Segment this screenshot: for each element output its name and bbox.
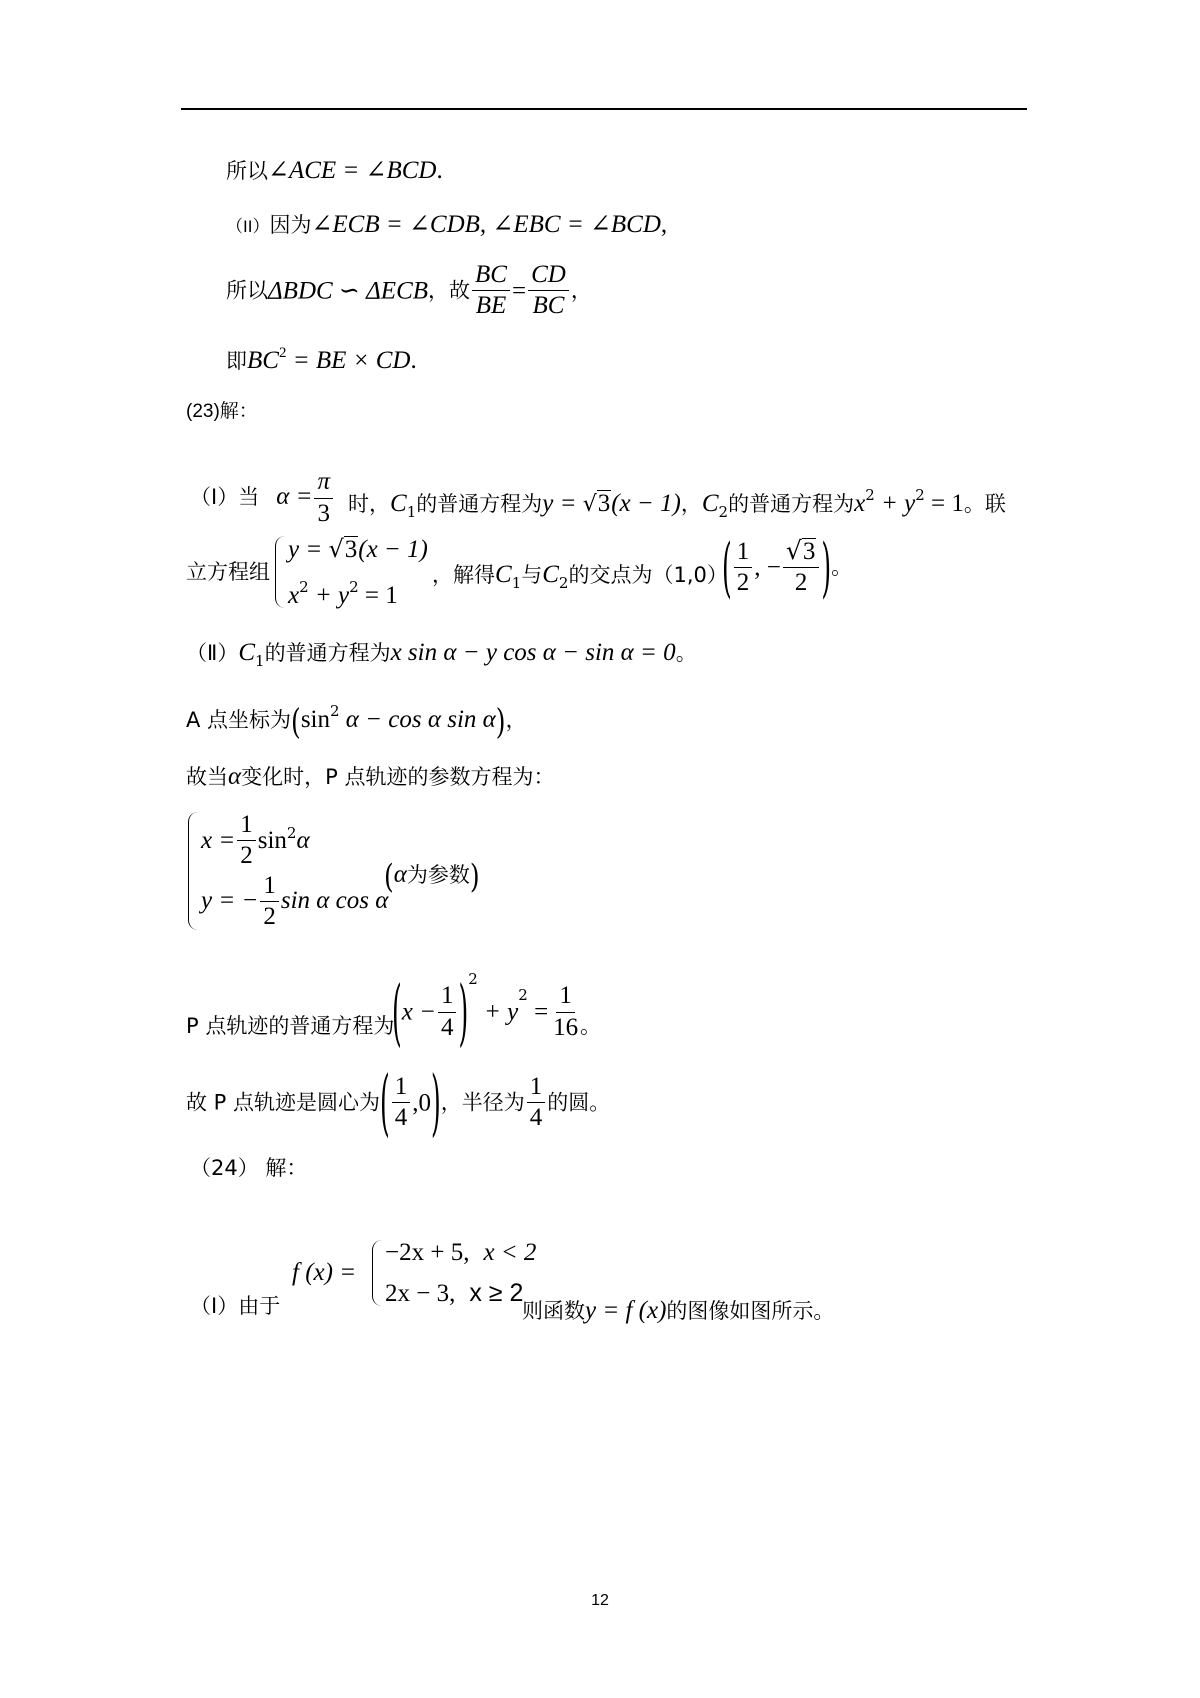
- subscript: 2: [558, 574, 569, 592]
- math-similar-triangles: ΔBDC ∽ ΔECB: [268, 277, 429, 305]
- denominator: 16: [553, 1013, 579, 1041]
- math: C: [701, 490, 719, 517]
- text: 与: [521, 563, 543, 587]
- text: 。: [831, 554, 853, 579]
- text: 的普通方程为: [416, 492, 543, 516]
- superscript: 2: [865, 486, 875, 504]
- numerator: 1: [438, 983, 457, 1012]
- math: BC: [247, 347, 279, 374]
- math: C: [495, 561, 512, 588]
- text: 所以: [226, 159, 268, 183]
- text: 因为: [269, 213, 312, 237]
- denominator: 2: [736, 568, 750, 596]
- left-paren: (: [722, 529, 732, 605]
- math: y = −: [201, 887, 259, 915]
- numerator: 1: [527, 1074, 546, 1103]
- text: 的交点为（1,0）: [568, 563, 728, 587]
- math: C: [238, 639, 256, 666]
- superscript: 2: [915, 486, 925, 504]
- denominator: BC: [532, 292, 565, 320]
- right-paren: ): [431, 1060, 441, 1145]
- right-paren: ): [495, 700, 506, 742]
- math-case-expression: 2x − 3,: [385, 1280, 456, 1307]
- subscript: 2: [718, 503, 729, 521]
- math-angles: ∠ECB = ∠CDB, ∠EBC = ∠BCD: [311, 211, 661, 238]
- math-alpha: α: [393, 861, 407, 888]
- s23-p6-label: [186, 1016, 394, 1038]
- section-heading: (23)解：: [186, 401, 258, 422]
- text: ,: [660, 211, 668, 238]
- fraction-1-2: [237, 812, 256, 870]
- fraction-1-4: [527, 1074, 546, 1132]
- math: C: [542, 561, 559, 588]
- subscript: 1: [511, 574, 522, 592]
- s23-p2-rest: [432, 562, 728, 591]
- superscript: 2: [299, 578, 309, 596]
- s23-p2-point: [722, 529, 853, 605]
- left-paren: (: [291, 700, 301, 742]
- text: 立方程组: [186, 560, 270, 584]
- left-paren: (: [380, 1060, 390, 1145]
- text: 为参数: [406, 863, 470, 887]
- text: 时，: [348, 492, 390, 516]
- numerator: 1: [237, 812, 256, 841]
- fraction-1-4: [392, 1074, 411, 1132]
- math: + y: [874, 490, 916, 517]
- math-case-expression: −2x + 5,: [385, 1239, 470, 1266]
- page-number: 12: [591, 1592, 609, 1609]
- s24-f-lhs: [292, 1260, 356, 1285]
- math: sin: [257, 826, 287, 854]
- text: 即: [226, 349, 247, 373]
- math: = 1: [358, 582, 398, 609]
- param-note: [384, 857, 480, 895]
- fraction-1-4: [438, 983, 457, 1041]
- text: 所以: [226, 278, 268, 303]
- superscript: 2: [518, 986, 528, 1004]
- left-paren: (: [384, 857, 394, 895]
- s23-p1: [190, 445, 335, 527]
- s22-line-1: [226, 158, 443, 183]
- brace: [275, 536, 288, 608]
- text: .: [436, 157, 443, 184]
- math: ,0: [412, 1089, 432, 1117]
- denominator: 2: [263, 902, 276, 930]
- text: .: [410, 347, 417, 374]
- subscript: 1: [255, 652, 265, 670]
- sqrt-sign: √: [582, 492, 597, 517]
- fraction-pi-3: [314, 469, 333, 527]
- math: , −: [754, 553, 781, 581]
- text: 变化时，P 点轨迹的参数方程为：: [241, 765, 555, 789]
- s22-line-3: [226, 262, 592, 320]
- math: =: [527, 998, 549, 1026]
- superscript: 2: [468, 970, 478, 988]
- brace: [372, 1240, 385, 1306]
- numerator: 1: [556, 983, 575, 1012]
- numerator: π: [314, 469, 333, 498]
- text: A 点坐标为: [186, 708, 292, 732]
- denominator: BE: [475, 292, 507, 320]
- denominator: 2: [794, 569, 808, 597]
- math: x =: [201, 826, 236, 854]
- s23-p6-end: [580, 1016, 601, 1038]
- math-angle-equality: ∠ACE = ∠BCD: [268, 157, 437, 184]
- fraction-1-2: [734, 539, 753, 597]
- s23-heading: [186, 402, 258, 421]
- subscript: 1: [406, 503, 417, 521]
- part-label: （Ⅱ）: [186, 641, 239, 665]
- equals: =: [511, 277, 527, 305]
- s22-line-4: [226, 346, 417, 373]
- part-label: （Ⅰ）当: [190, 485, 260, 509]
- text: ，: [680, 492, 702, 516]
- section-heading: （24） 解：: [190, 1156, 308, 1180]
- fraction-1-16: [550, 983, 581, 1041]
- denominator: 4: [529, 1104, 543, 1132]
- numerator: 1: [392, 1074, 411, 1103]
- text: 。: [580, 1014, 601, 1038]
- s23-p3: [186, 640, 697, 669]
- superscript: 2: [278, 345, 287, 361]
- s23-p2-label: [186, 562, 270, 584]
- math-alpha: α =: [276, 483, 313, 510]
- math: sin: [300, 706, 330, 733]
- math: α − cos α sin α: [339, 706, 496, 733]
- text: ，: [570, 278, 592, 303]
- s23-p1-rest: [348, 488, 1006, 520]
- text: 的图像如图所示。: [666, 1299, 835, 1323]
- math: + y: [308, 582, 350, 609]
- left-paren: (: [392, 969, 402, 1055]
- denominator: 4: [440, 1013, 454, 1041]
- math: C: [390, 490, 407, 517]
- fraction-sqrt3-2: [783, 538, 819, 597]
- text: 的普通方程为: [728, 492, 855, 516]
- s24-label: [190, 1296, 280, 1318]
- text: 故当: [186, 765, 228, 789]
- fraction-bc-be: [472, 262, 510, 320]
- sqrt-radicand: 3: [597, 490, 611, 517]
- superscript: 2: [330, 702, 340, 720]
- text: 的普通方程为: [264, 641, 391, 665]
- math: = 1: [924, 490, 964, 517]
- s24-rest: [522, 1298, 834, 1323]
- text: 故 P 点轨迹是圆心为: [186, 1090, 381, 1115]
- math: + y: [477, 998, 519, 1026]
- fraction-cd-bc: [528, 262, 569, 320]
- text: 。: [675, 641, 697, 665]
- math-case-condition: x ≥ 2: [469, 1279, 524, 1307]
- part-label: （Ⅰ）由于: [190, 1294, 281, 1318]
- part-label: （II）: [226, 217, 270, 236]
- text: ，故: [428, 278, 471, 303]
- s22-line-2: [226, 212, 667, 237]
- numerator: CD: [528, 262, 569, 291]
- denominator: 2: [240, 842, 253, 870]
- math-function-lhs: f (x) =: [292, 1259, 357, 1286]
- superscript: 2: [349, 578, 359, 596]
- fraction-1-2: [260, 873, 279, 931]
- s23-p6-eq: [392, 969, 583, 1055]
- math: x: [288, 582, 300, 609]
- sqrt-sign: √: [328, 535, 344, 563]
- header-rule: [181, 108, 1027, 110]
- sqrt-sign: √: [785, 536, 802, 565]
- text: ，解得: [432, 563, 495, 587]
- math: sin α cos α: [280, 887, 389, 915]
- numerator: 1: [260, 873, 279, 902]
- s24-heading: [190, 1158, 307, 1179]
- right-paren: ): [821, 529, 832, 605]
- math: (x − 1): [611, 490, 681, 517]
- denominator: 4: [394, 1104, 408, 1132]
- math-alpha: α: [228, 763, 242, 790]
- math: α: [296, 826, 310, 854]
- math: x: [854, 490, 866, 517]
- superscript: 2: [286, 824, 297, 842]
- s23-p7: [186, 1060, 611, 1145]
- text: 的圆。: [547, 1090, 611, 1115]
- piecewise-function: [372, 1240, 536, 1306]
- text: ，半径为: [440, 1090, 525, 1115]
- s23-p5: [186, 764, 554, 789]
- system-of-equations: [275, 536, 428, 608]
- s23-p4: [186, 700, 527, 742]
- right-paren: ): [469, 857, 480, 895]
- text: 则函数: [522, 1299, 585, 1323]
- brace: [188, 812, 201, 930]
- math-equation: x sin α − y cos α − sin α = 0: [390, 639, 676, 666]
- math-case-condition: x < 2: [483, 1239, 537, 1266]
- text: ，: [505, 708, 527, 732]
- numerator: 1: [734, 539, 753, 568]
- math: y =: [288, 536, 329, 563]
- math: x −: [401, 998, 436, 1026]
- numerator: 3: [802, 538, 816, 565]
- right-paren: ): [458, 969, 469, 1055]
- denominator: 3: [317, 499, 330, 527]
- text: P 点轨迹的普通方程为: [186, 1014, 395, 1038]
- sqrt-radicand: 3: [344, 536, 358, 563]
- parametric-system: [188, 812, 388, 930]
- text: 。联: [963, 492, 1006, 516]
- math: y = f (x): [585, 1297, 667, 1324]
- math: = BE × CD: [286, 347, 411, 374]
- numerator: BC: [472, 262, 510, 291]
- math: y =: [542, 490, 583, 517]
- math: (x − 1): [358, 536, 428, 563]
